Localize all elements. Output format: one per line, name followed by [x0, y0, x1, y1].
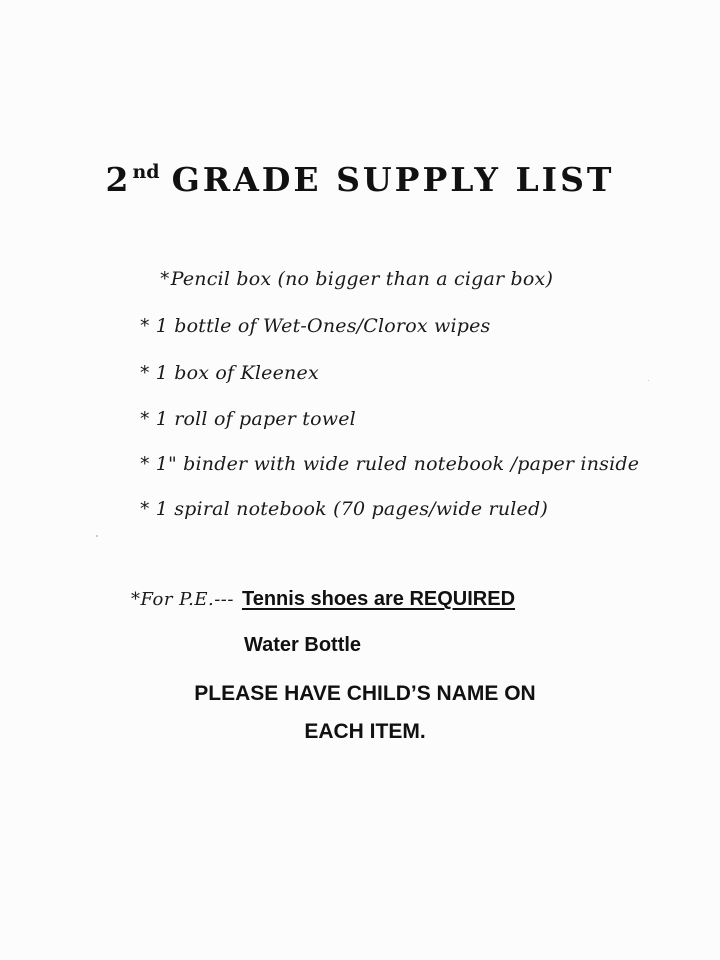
list-item-text: 1 spiral notebook (70 pages/wide ruled) — [155, 498, 548, 520]
grade-suffix: nd — [132, 161, 160, 183]
name-notice-line1: PLEASE HAVE CHILD’S NAME ON — [194, 682, 536, 705]
water-bottle-text: Water Bottle — [244, 634, 362, 656]
name-notice-line2: EACH ITEM. — [304, 720, 426, 743]
title-text: GRADE SUPPLY LIST — [171, 160, 615, 199]
paper-speck — [96, 535, 98, 537]
list-item-text: 1 roll of paper towel — [155, 408, 356, 430]
list-item — [140, 362, 319, 384]
pe-requirement — [131, 588, 515, 611]
list-item-text: 1 bottle of Wet-Ones/Clorox wipes — [155, 315, 491, 337]
paper-speck — [648, 380, 649, 381]
bullet-star: * — [140, 315, 150, 337]
pe-label: *For P.E.--- — [131, 589, 234, 610]
list-item — [140, 408, 356, 430]
bullet-star: * — [140, 408, 150, 430]
list-item — [160, 268, 553, 290]
bullet-star: * — [160, 268, 170, 290]
list-item — [140, 315, 491, 337]
list-item-text: 1" binder with wide ruled notebook /paper inside — [155, 453, 640, 475]
list-item — [140, 498, 548, 520]
tennis-shoes-requirement: Tennis shoes are REQUIRED — [241, 588, 516, 610]
bullet-star: * — [140, 362, 150, 384]
bullet-star: * — [140, 453, 150, 475]
grade-number: 2 — [105, 160, 132, 199]
list-item-text: 1 box of Kleenex — [155, 362, 319, 384]
bullet-star: * — [140, 498, 150, 520]
list-item — [140, 453, 639, 475]
list-item-text: Pencil box (no bigger than a cigar box) — [170, 268, 554, 290]
